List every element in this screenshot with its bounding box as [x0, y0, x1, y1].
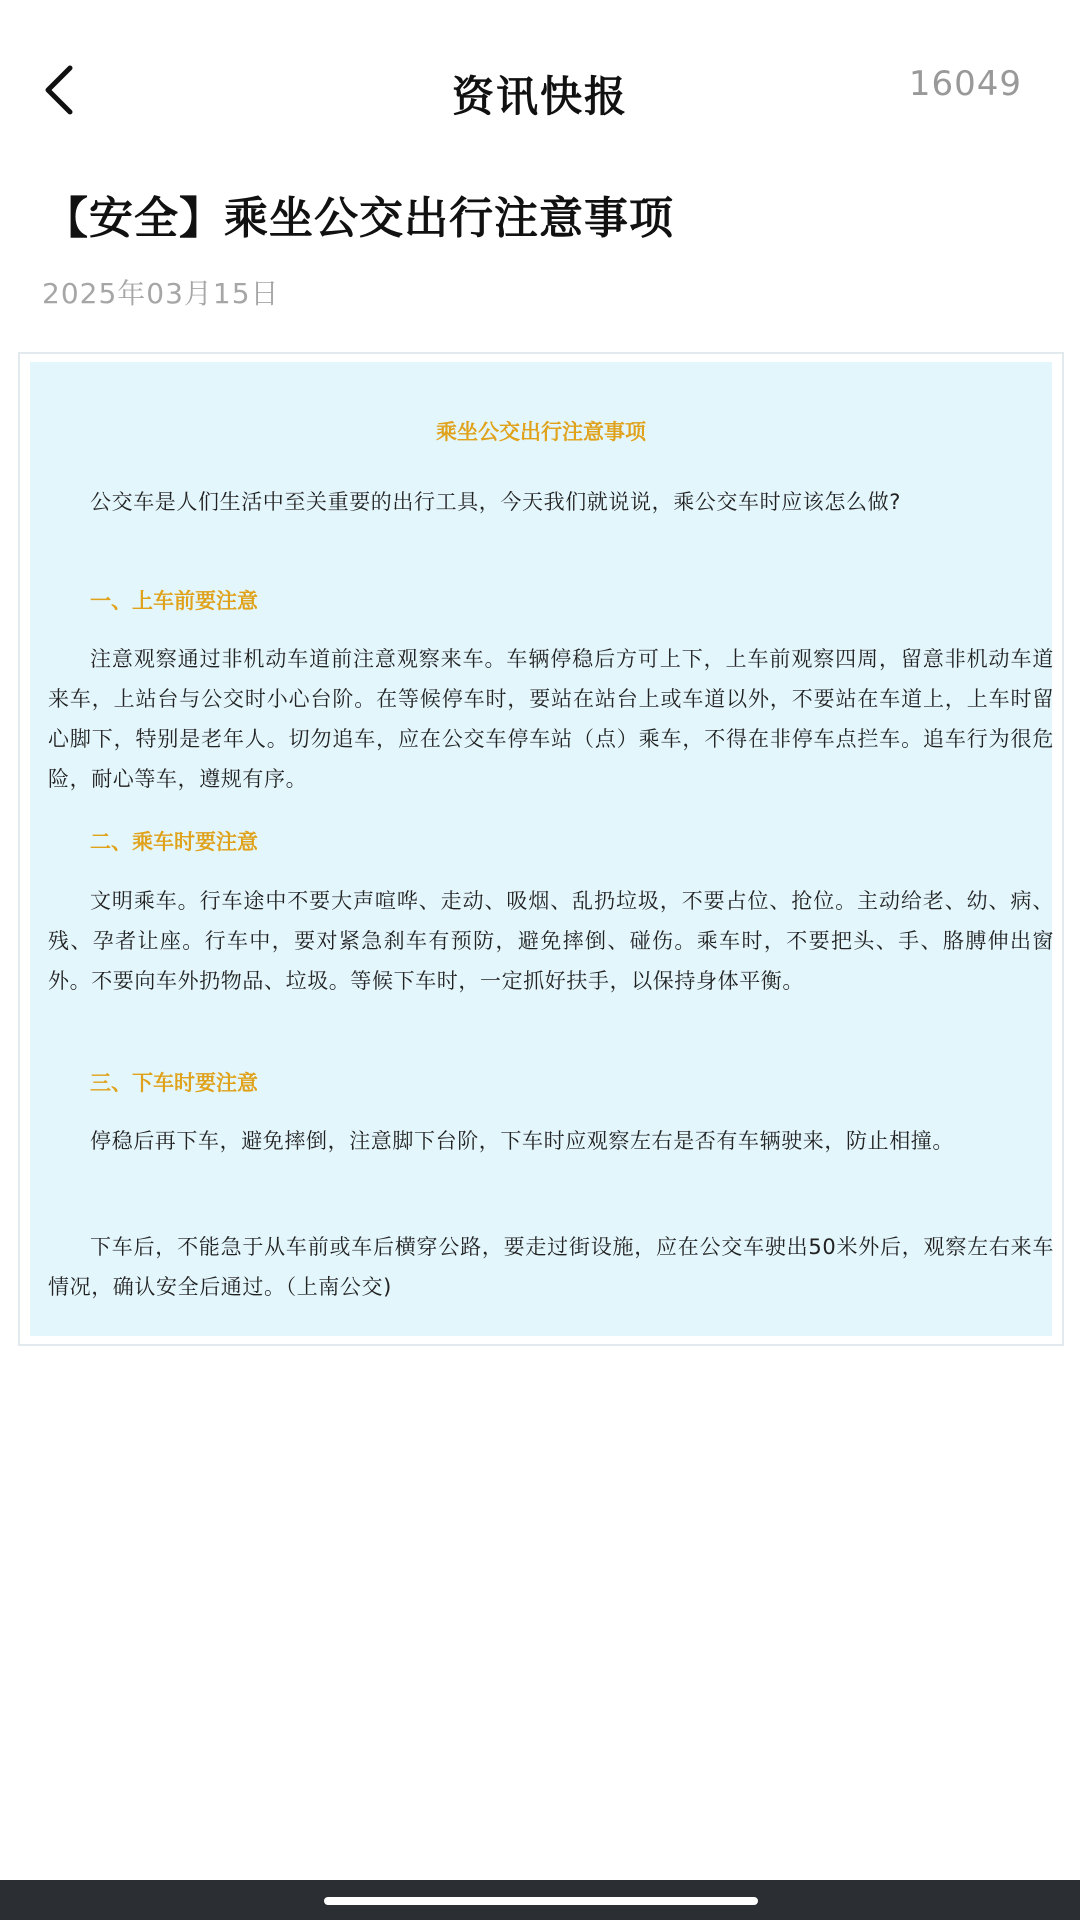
intro-paragraph: 公交车是人们生活中至关重要的出行工具，今天我们就说说，乘公交车时应该怎么做?: [90, 490, 901, 514]
section-paragraph: 停稳后再下车，避免摔倒，注意脚下台阶，下车时应观察左右是否有车辆驶来，防止相撞。: [90, 1129, 954, 1153]
section-paragraph: 文明乘车。行车途中不要大声喧哗、走动、吸烟、乱扔垃圾，不要占位、抢位。主动给老、幼、病、残、孕者让座。行车中，要对紧急刹车有预防，避免摔倒、碰伤。乘车时，不要把头、手、胳膊伸出窗外。不要向车外扔物品、垃圾。等候下车时，一定抓好扶手，以保持身体平衡。: [48, 889, 1054, 993]
article-date: 2025年03月15日: [42, 277, 280, 310]
section-paragraph: 下车后，不能急于从车前或车后横穿公路，要走过街设施，应在公交车驶出50米外后，观察左右来车情况，确认安全后通过。（上南公交): [48, 1235, 1054, 1299]
view-count: 16049: [908, 64, 1022, 104]
article-title: 【安全】乘坐公交出行注意事项: [44, 193, 674, 244]
section-paragraph: 注意观察通过非机动车道前注意观察来车。车辆停稳后方可上下，上车前观察四周，留意非机动车道来车，上站台与公交时小心台阶。在等候停车时，要站在站台上或车道以外，不要站在车道上，上车时留心脚下，特别是老年人。切勿追车，应在公交车停车站（点）乘车，不得在非停车点拦车。追车行为很危险，耐心等车，遵规有序。: [48, 647, 1054, 791]
content-heading: 乘坐公交出行注意事项: [436, 420, 646, 444]
app-header: [0, 40, 1080, 150]
home-indicator[interactable]: [324, 1897, 758, 1905]
section-heading-before-boarding: 一、上车前要注意: [90, 589, 258, 613]
article-content-card: [18, 352, 1064, 1346]
section-heading-while-riding: 二、乘车时要注意: [90, 830, 258, 854]
system-navigation-bar: [0, 1880, 1080, 1920]
section-heading-getting-off: 三、下车时要注意: [90, 1071, 258, 1095]
article-content-background: [30, 362, 1052, 1336]
page-title: 资讯快报: [451, 72, 628, 121]
